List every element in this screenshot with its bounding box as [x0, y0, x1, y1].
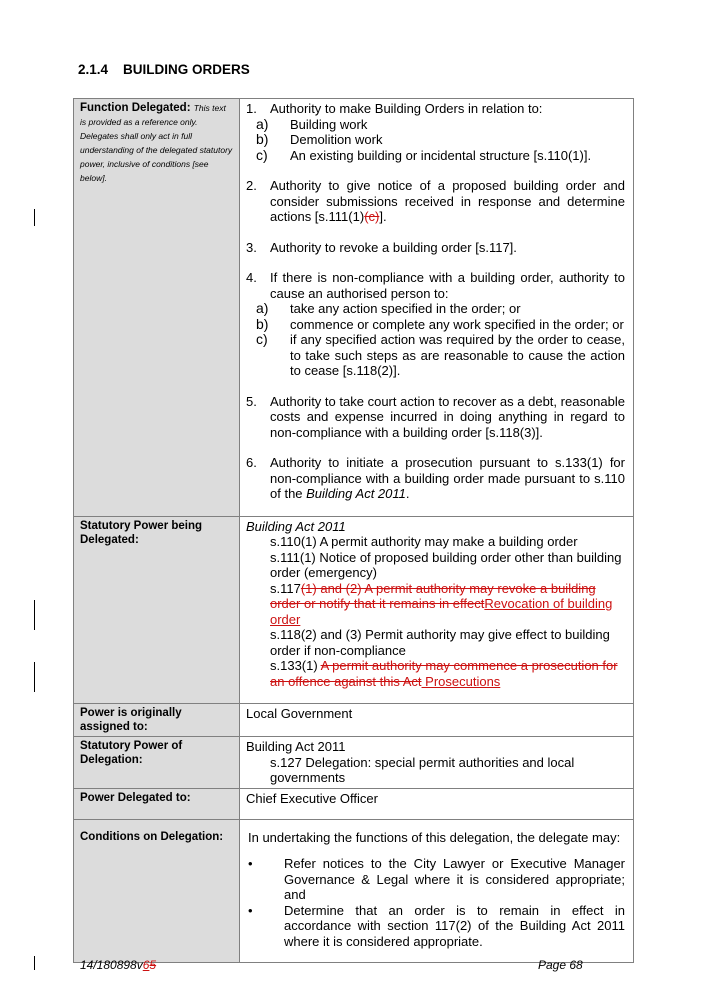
sub-text: commence or complete any work specified in the order; or: [290, 316, 624, 332]
sub-text: Demolition work: [290, 132, 383, 147]
statutory-power-value: [240, 516, 634, 704]
function-delegated-row: [74, 99, 634, 517]
sub-letter: b): [256, 131, 269, 147]
power-originally-row: [74, 704, 634, 737]
power-delegated-value: Chief Executive Officer: [240, 788, 634, 819]
statutory-power-label: Statutory Power being Delegated:: [74, 516, 240, 704]
item-text: Authority to revoke a building order [s.117].: [270, 239, 517, 255]
item-text: Authority to give notice of a proposed building order and consider submissions received in response and determine actions [s.111(1)(c)].: [270, 178, 625, 224]
item-text: Authority to initiate a prosecution pursuant to s.133(1) for non-compliance with a building order made pursuant to s.110 of the Building Act 2011.: [270, 455, 625, 501]
sub-letter: a): [256, 300, 269, 316]
function-delegated-note: This text is provided as a reference only. Delegates shall only act in full understanding of the delegated statutory power, inclusive of conditions [see below].: [80, 103, 233, 183]
statutory-power-row: [74, 516, 634, 704]
power-originally-label: Power is originally assigned to:: [74, 704, 240, 737]
list-item: [246, 455, 625, 502]
item-text: Authority to make Building Orders in relation to:: [270, 101, 543, 116]
sub-item: [256, 148, 625, 164]
sub-item: [256, 301, 625, 317]
sub-item: [256, 132, 625, 148]
item-number: 3.: [246, 239, 257, 255]
condition-item: • Determine that an order is to remain in effect in accordance with section 117(2) of the Building Act 2011 where it is considered appropriate.: [248, 902, 625, 949]
power-originally-value: Local Government: [240, 704, 634, 737]
power-delegated-label: Power Delegated to:: [74, 788, 240, 819]
sub-letter: b): [256, 315, 269, 332]
power-delegated-row: [74, 788, 634, 819]
section-111: s.111(1) Notice of proposed building order other than building order (emergency): [270, 549, 622, 580]
conditions-row: [74, 819, 634, 963]
list-item: [246, 394, 625, 441]
section-heading: [78, 62, 250, 77]
section-117: s.117(1) and (2) A permit authority may revoke a building order or notify that it remains in effectRevocation of building order: [270, 580, 613, 627]
sub-item: [256, 317, 625, 333]
list-item: [246, 240, 625, 256]
tracked-insertion: Prosecutions: [421, 673, 501, 689]
list-item: [246, 101, 625, 117]
section-133: s.133(1) A permit authority may commence a prosecution for an offence against this Act Prosecutions: [270, 658, 618, 689]
item-number: 2.: [246, 178, 257, 193]
sub-text: if any specified action was required by the order to cease, to take such steps as are reasonable to cause the action to cease [s.118(2)].: [290, 332, 625, 378]
sub-text: Building work: [290, 116, 368, 132]
delegation-section: s.127 Delegation: special permit authorities and local governments: [270, 754, 575, 785]
section-title: BUILDING ORDERS: [123, 62, 250, 77]
sub-letter: c): [256, 146, 268, 163]
change-bar: [34, 662, 35, 692]
sub-item: [256, 117, 625, 133]
delegation-act: Building Act 2011: [246, 739, 346, 754]
sub-text: An existing building or incidental structure [s.110(1)].: [290, 147, 592, 163]
statutory-power-delegation-value: [240, 737, 634, 789]
condition-item: • Refer notices to the City Lawyer or Executive Manager Governance & Legal where it is considered appropriate; and: [248, 856, 625, 902]
section-110: s.110(1) A permit authority may make a building order: [270, 534, 578, 549]
change-bar: [34, 600, 35, 630]
conditions-label: Conditions on Delegation:: [74, 819, 240, 963]
function-delegated-label-cell: [74, 99, 240, 517]
list-item: [246, 270, 625, 301]
section-118: s.118(2) and (3) Permit authority may give effect to building order if non-compliance: [270, 627, 610, 658]
tracked-insertion: 6: [142, 958, 150, 972]
sub-item: [256, 332, 625, 379]
item-number: 6.: [246, 455, 257, 470]
item-number: 4.: [246, 270, 257, 285]
list-item: [246, 178, 625, 225]
conditions-intro: In undertaking the functions of this delegation, the delegate may:: [248, 829, 621, 845]
sub-letter: a): [256, 115, 269, 132]
change-bar: [34, 209, 35, 226]
delegation-table: [73, 98, 634, 963]
function-delegated-label: Function Delegated:: [80, 102, 191, 114]
tracked-deletion: A permit authority may commence a prosecution for an offence against this Act: [270, 658, 618, 689]
change-bar: [34, 956, 35, 970]
tracked-deletion: (c): [364, 209, 380, 224]
item-number: 1.: [246, 101, 257, 116]
conditions-value: [240, 819, 634, 963]
act-name: Building Act 2011: [246, 518, 346, 534]
document-reference: 14/180898v65: [80, 958, 157, 972]
tracked-deletion: (1) and (2) A permit authority may revoke a building order or notify that it remains in effect: [270, 580, 596, 611]
statutory-power-delegation-row: [74, 737, 634, 789]
sub-letter: c): [256, 331, 268, 347]
sub-text: take any action specified in the order; or: [290, 301, 521, 316]
statutory-power-delegation-label: Statutory Power of Delegation:: [74, 737, 240, 789]
function-delegated-value: [240, 99, 634, 517]
section-number: 2.1.4: [78, 62, 109, 77]
page-number: Page 68: [538, 958, 583, 972]
item-text: Authority to take court action to recover as a debt, reasonable costs and expense incurred in doing anything in regard to non-compliance with a building order [s.118(3)].: [270, 393, 625, 440]
item-text: If there is non-compliance with a building order, authority to cause an authorised person to:: [270, 270, 625, 301]
item-number: 5.: [246, 393, 257, 409]
tracked-insertion: Revocation of building order: [270, 596, 613, 627]
tracked-deletion: 5: [149, 958, 157, 972]
